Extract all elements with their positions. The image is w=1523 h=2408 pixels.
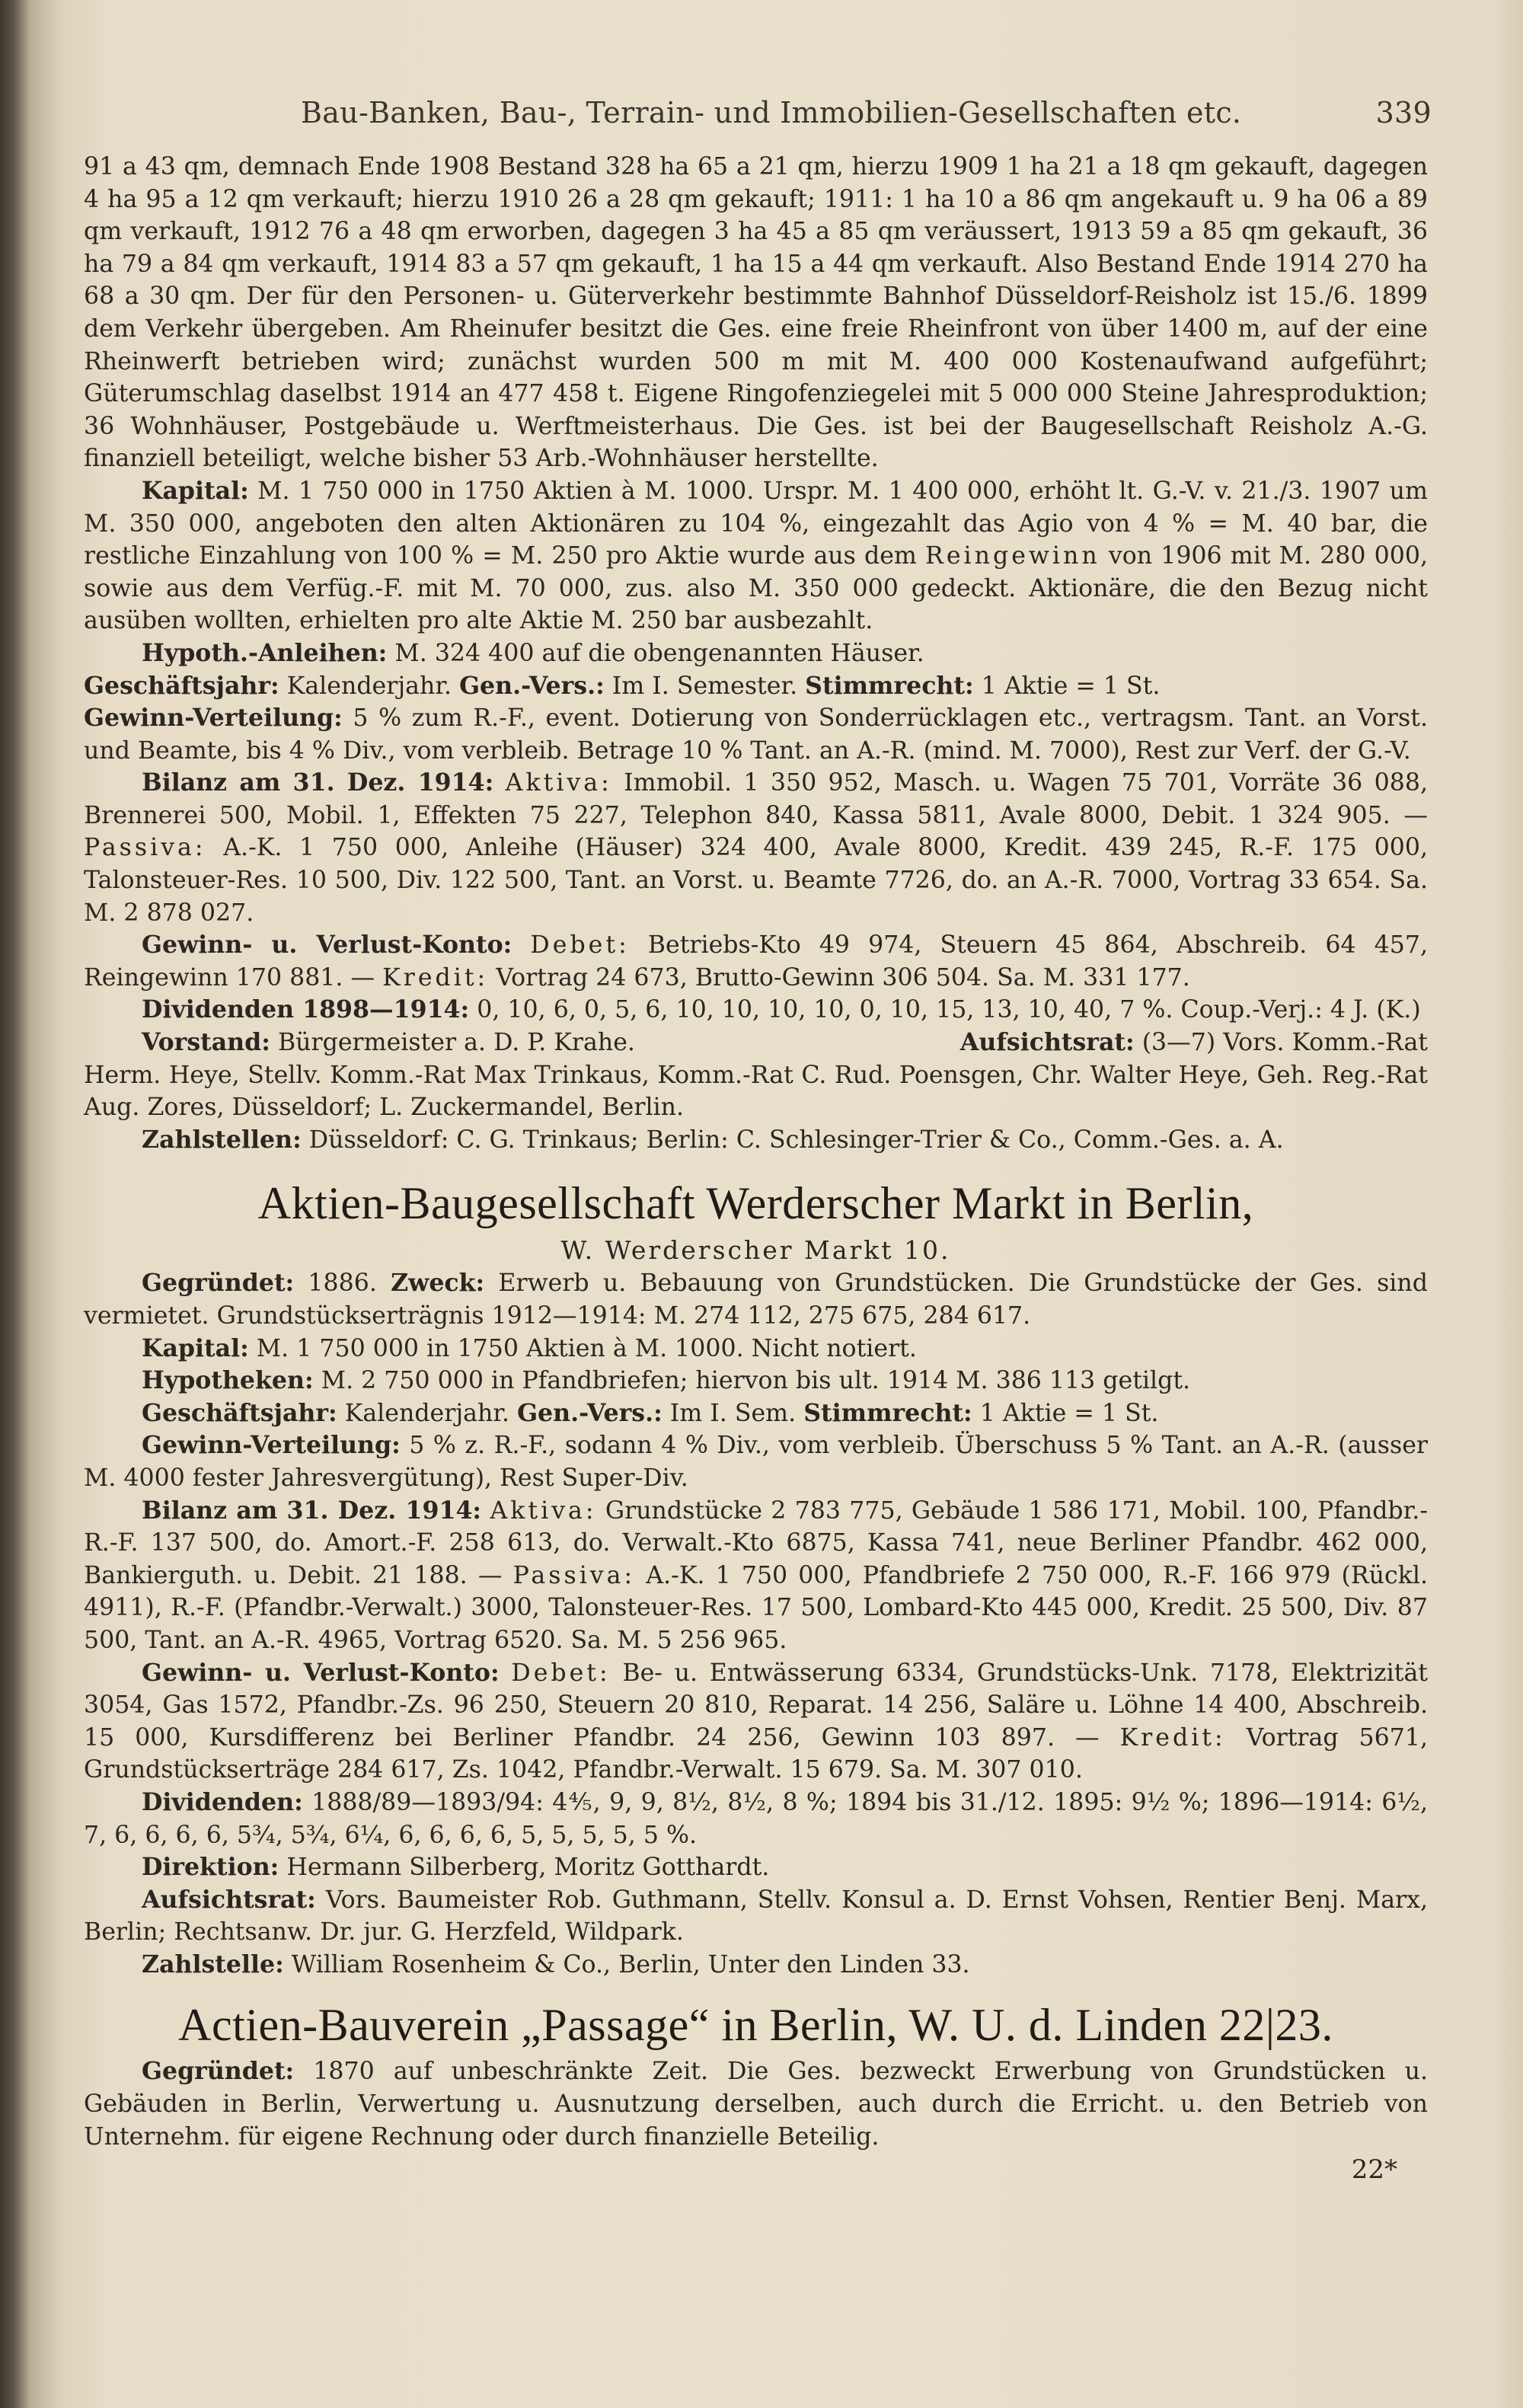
signature-mark: 22*: [1351, 2154, 1397, 2186]
s1-kapital-label: Kapital:: [142, 476, 249, 505]
s2-geschaeftsjahr: Geschäftsjahr: Kalenderjahr. Gen.-Vers.: Im I. Sem. Stimmrecht: 1 Aktie = 1 St.: [142, 1398, 1159, 1427]
s2-gewinn-verteilung: Gewinn-Verteilung: 5 % z. R.-F., sodann 4 % Div., vom verbleib. Überschuss 5 % Tant. an A.-R. (ausser M. 4000 fester Jahresvergütung), Rest Super-Div.: [84, 1431, 1428, 1492]
s2-bilanz: Bilanz am 31. Dez. 1914: Aktiva: Grundstücke 2 783 775, Gebäude 1 586 171, Mobil. 100, Pfandbr.-R.-F. 137 500, do. Amort.-F. 258 613, do. Verwalt.-Kto 6875, Kassa 741, neue Berliner Pfandbr. 462 000, Bankierguth. u. Debit. 21 188. — Passiva: A.-K. 1 750 000, Pfandbriefe 2 750 000, R.-F. 166 979 (Rückl. 4911), R.-F. (Pfandbr.-Verwalt.) 3000, Talonsteuer-Res. 17 500, Lombard-Kto 445 000, Kredit. 25 500, Div. 87 500, Tant. an A.-R. 4965, Vortrag 6520. Sa. M. 5 256 965.: [84, 1496, 1428, 1654]
s3-gegruendet: Gegründet: 1870 auf unbeschränkte Zeit. Die Ges. bezweckt Erwerbung von Grundstücken u. Gebäuden in Berlin, Verwertung u. Ausnutzung derselben, auch durch die Erricht. u. den Betrieb von Unternehm. für eigene Rechnung oder durch finanzielle Beteilig.: [84, 2057, 1428, 2151]
running-header: [122, 90, 1432, 136]
s2-guv: Gewinn- u. Verlust-Konto: Debet: Be- u. Entwässerung 6334, Grundstücks-Unk. 7178, Elektrizität 3054, Gas 1572, Pfandbr.-Zs. 96 250, Steuern 20 810, Reparat. 14 256, Saläre u. Löhne 14 400, Abschreib. 15 000, Kursdifferenz bei Berliner Pfandbr. 24 256, Gewinn 103 897. — Kredit: Vortrag 5671, Grundstückserträge 284 617, Zs. 1042, Pfandbr.-Verwalt. 15 679. Sa. M. 307 010.: [84, 1658, 1429, 1784]
s2-address: W. Werderscher Markt 10.: [560, 1235, 951, 1266]
s2-dividenden: Dividenden: 1888/89—1893/94: 4⅘, 9, 9, 8½, 8½, 8 %; 1894 bis 31./12. 1895: 9½ %; 1896—1914: 6½, 7, 6, 6, 6, 6, 5¾, 5¾, 6¼, 6, 6, 6, 6, 5, 5, 5, 5, 5 %.: [84, 1787, 1428, 1849]
s1-gewinn-verteilung: Gewinn-Verteilung: 5 % zum R.-F., event. Dotierung von Sonderrücklagen etc., vertragsm. Tant. an Vorst. und Beamte, bis 4 % Div., vom verbleib. Betrage 10 % Tant. an A.-R. (mind. M. 7000), Rest zur Verf. der G.-V.: [84, 704, 1428, 765]
s2-gegruendet: Gegründet: 1886. Zweck: Erwerb u. Bebauung von Grundstücken. Die Grundstücke der Ges. sind vermietet. Grundstückserträgnis 1912—1914: M. 274 112, 275 675, 284 617.: [84, 1269, 1428, 1330]
s1-dividenden: Dividenden 1898—1914: 0, 10, 6, 0, 5, 6, 10, 10, 10, 10, 0, 10, 15, 13, 10, 40, 7 %. Coup.-Verj.: 4 J. (K.): [142, 995, 1421, 1024]
s2-title: Aktien-Baugesellschaft Werderscher Markt in Berlin,: [257, 1178, 1254, 1229]
s1-zahlstellen: Zahlstellen: Düsseldorf: C. G. Trinkaus; Berlin: C. Schlesinger-Trier & Co., Comm.-Ges. a. A.: [142, 1125, 1284, 1154]
s1-para1: 91 a 43 qm, demnach Ende 1908 Bestand 328 ha 65 a 21 qm, hierzu 1909 1 ha 21 a 18 qm gekauft, dagegen 4 ha 95 a 12 qm verkauft; hierzu 1910 26 a 28 qm gekauft; 1911: 1 ha 10 a 86 qm angekauft u. 9 ha 06 a 89 qm verkauft, 1912 76 a 48 qm erworben, dagegen 3 ha 45 a 85 qm veräussert, 1913 59 a 85 qm gekauft, 36 ha 79 a 84 qm verkauft, 1914 83 a 57 qm gekauft, 1 ha 15 a 44 qm verkauft. Also Bestand Ende 1914 270 ha 68 a 30 qm. Der für den Personen- u. Güterverkehr bestimmte Bahnhof Düsseldorf-Reisholz ist 15./6. 1899 dem Verkehr übergeben. Am Rheinufer besitzt die Ges. eine freie Rheinfront von über 1400 m, auf der eine Rheinwerft betrieben wird; zunächst wurden 500 m mit M. 400 000 Kostenaufwand aufgeführt; Güterumschlag daselbst 1914 an 477 458 t. Eigene Ringofenziegelei mit 5 000 000 Steine Jahresproduktion; 36 Wohnhäuser, Postgebäude u. Werftmeisterhaus. Die Ges. ist bei der Baugesellschaft Reisholz A.-G. finanziell beteiligt, welche bisher 53 Arb.-Wohnhäuser herstellte.: [84, 153, 1428, 473]
s2-kapital: Kapital: M. 1 750 000 in 1750 Aktien à M. 1000. Nicht notiert.: [142, 1333, 917, 1362]
s1-kapital: Kapital: M. 1 750 000 in 1750 Aktien à M. 1000. Urspr. M. 1 400 000, erhöht lt. G.-V. v. 21./3. 1907 um M. 350 000, angeboten den alten Aktionären zu 104 %, eingezahlt das Agio von 4 % = M. 40 bar, die restliche Einzahlung von 100 % = M. 250 pro Aktie wurde aus dem Reingewinn von 1906 mit M. 280 000, sowie aus dem Verfüg.-F. mit M. 70 000, zus. also M. 350 000 gedeckt. Aktionäre, die den Bezug nicht ausüben wollten, erhielten pro alte Aktie M. 250 bar ausbezahlt.: [84, 476, 1428, 635]
s1-hypoth: Hypoth.-Anleihen: M. 324 400 auf die obengenannten Häuser.: [142, 638, 924, 667]
s1-bilanz: Bilanz am 31. Dez. 1914: Aktiva: Immobil. 1 350 952, Masch. u. Wagen 75 701, Vorräte 36 088, Brennerei 500, Mobil. 1, Effekten 75 227, Telephon 840, Kassa 5811, Avale 8000, Debit. 1 324 905. — Passiva: A.-K. 1 750 000, Anleihe (Häuser) 324 400, Avale 8000, Kredit. 439 245, R.-F. 175 000, Talonsteuer-Res. 10 500, Div. 122 500, Tant. an Vorst. u. Beamte 7726, do. an A.-R. 7000, Vortrag 33 654. Sa. M. 2 878 027.: [84, 768, 1428, 927]
s2-aufsichtsrat: Aufsichtsrat: Vors. Baumeister Rob. Guthmann, Stellv. Konsul a. D. Ernst Vohsen, Rentier Benj. Marx, Berlin; Rechtsanw. Dr. jur. G. Herzfeld, Wildpark.: [84, 1885, 1428, 1947]
s1-aufsichtsrat: Aufsichtsrat: (3—7) Vors. Komm.-Rat: [959, 1028, 1428, 1057]
s1-aufsichtsrat-members: Herm. Heye, Stellv. Komm.-Rat Max Trinkaus, Komm.-Rat C. Rud. Poensgen, Chr. Walter Heye, Geh. Reg.-Rat Aug. Zores, Düsseldorf; L. Zuckermandel, Berlin.: [84, 1061, 1428, 1122]
s1-guv: Gewinn- u. Verlust-Konto: Debet: Betriebs-Kto 49 974, Steuern 45 864, Abschreib. 64 457, Reingewinn 170 881. — Kredit: Vortrag 24 673, Brutto-Gewinn 306 504. Sa. M. 331 177.: [84, 931, 1428, 992]
s1-geschaeftsjahr: Geschäftsjahr: Kalenderjahr. Gen.-Vers.: Im I. Semester. Stimmrecht: 1 Aktie = 1 St.: [84, 671, 1161, 700]
s1-reingewinn: Reingewinn: [925, 542, 1100, 570]
page-number: 339: [1375, 96, 1432, 129]
page-body: [84, 151, 1428, 2186]
s2-hypotheken: Hypotheken: M. 2 750 000 in Pfandbriefen; hiervon bis ult. 1914 M. 386 113 getilgt.: [142, 1366, 1191, 1395]
s2-direktion: Direktion: Hermann Silberberg, Moritz Gotthardt.: [142, 1853, 770, 1882]
s1-vorstand-row: [84, 1027, 1428, 1059]
s2-zahlstelle: Zahlstelle: William Rosenheim & Co., Berlin, Unter den Linden 33.: [142, 1950, 970, 1978]
s3-title: Actien-Bauverein „Passage“ in Berlin, W. U. d. Linden 22|23.: [178, 2000, 1333, 2051]
header-title: Bau-Banken, Bau-, Terrain- und Immobilien-Gesellschaften etc.: [301, 96, 1242, 129]
s1-vorstand: Vorstand: Bürgermeister a. D. P. Krahe.: [142, 1028, 635, 1057]
